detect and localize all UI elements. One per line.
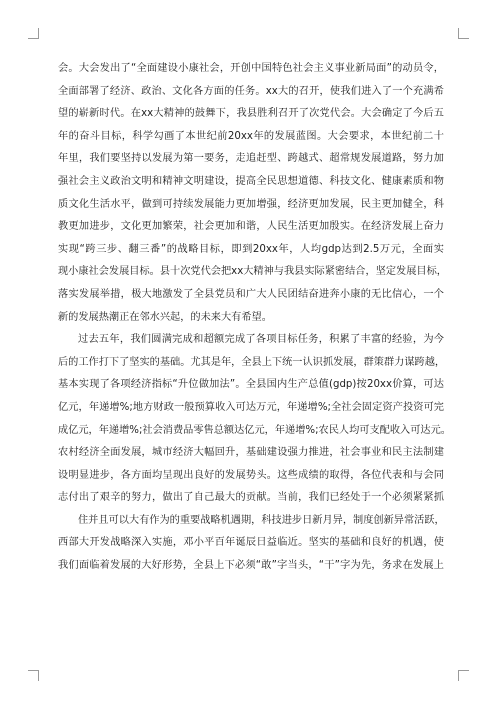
text-line: 质文化生活水平，做到可持续发展能力更加增强，经济更加发展，民主更加健全，科 [58, 198, 444, 210]
text-line: 年里，我们要坚持以发展为第一要务，走追赶型、跨越式、超常规发展道路，努力加 [58, 153, 444, 165]
text-line: 实现“跨三步、翻三番”的战略目标，即到20xx年，人均gdp达到2.5万元，全面实 [58, 243, 444, 255]
text-line: 基本实现了各项经济指标“升位做加法”。全县国内生产总值(gdp)按20xx价算，可达 [58, 379, 444, 391]
text-line: 强社会主义政治文明和精神文明建设，提高全民思想道德、科技文化、健康素质和物 [58, 175, 444, 187]
text-line: 西部大开发战略深入实施，邓小平百年诞辰日益临近。坚实的基础和良好的机遇，使 [58, 537, 444, 549]
text-line: 教更加进步，文化更加繁荣，社会更加和谐，人民生活更加殷实。在经济发展上奋力 [58, 221, 444, 233]
text-line: 望的崭新时代。在xx大精神的鼓舞下，我县胜利召开了次党代会。大会确定了今后五 [58, 108, 444, 120]
crop-mark-top-right [458, 28, 469, 39]
text-line: 后的工作打下了坚实的基础。尤其是年，全县上下统一认识抓发展，群策群力谋跨越， [58, 356, 446, 368]
text-line: 年的奋斗目标，科学勾画了本世纪前20xx年的发展蓝图。大会要求，本世纪前二十 [58, 130, 444, 142]
text-line: 会。大会发出了“全面建设小康社会，开创中国特色社会主义事业新局面”的动员令， [58, 63, 444, 74]
text-line: 设明显进步，各方面均呈现出良好的发展势头。这些成绩的取得，各位代表和与会同 [58, 469, 444, 481]
text-line: 亿元，年递增%;地方财政一般预算收入可达万元，年递增%;全社会固定资产投资可完 [58, 401, 444, 413]
text-line: 成亿元，年递增%;社会消费品零售总额达亿元，年递增%;农民人均可支配收入可达元。 [58, 424, 451, 436]
crop-mark-bottom-right [458, 670, 469, 681]
paragraph-first-line: 过去五年，我们圆满完成和超额完成了各项目标任务，积累了丰富的经验，为今 [78, 334, 444, 346]
crop-mark-top-left [28, 28, 39, 39]
text-line: 全面部署了经济、政治、文化各方面的任务。xx大的召开，使我们进入了一个充满希 [58, 85, 444, 97]
text-line: 现小康社会发展目标。县十次党代会把xx大精神与我县实际紧密结合，坚定发展目标， [58, 266, 447, 278]
text-line: 落实发展举措，极大地激发了全县党员和广大人民团结奋进奔小康的无比信心，一个 [58, 288, 444, 300]
text-line: 我们面临着发展的大好形势，全县上下必须“敢”字当头，“干”字为先，务求在发展上 [58, 560, 444, 572]
text-line: 农村经济全面发展，城市经济大幅回升，基础建设强力推进，社会事业和民主法制建 [58, 447, 444, 459]
document-body [58, 58, 451, 578]
text-line: 住并且可以大有作为的重要战略机遇期，科技进步日新月异，制度创新异常活跃， [78, 514, 445, 526]
crop-mark-bottom-left [28, 670, 39, 681]
text-line: 新的发展热潮正在邻水兴起，的未来大有希望。 [58, 311, 272, 323]
text-line: 志付出了艰辛的努力，做出了自己最大的贡献。当前，我们已经处于一个必须紧紧抓 [58, 492, 444, 504]
